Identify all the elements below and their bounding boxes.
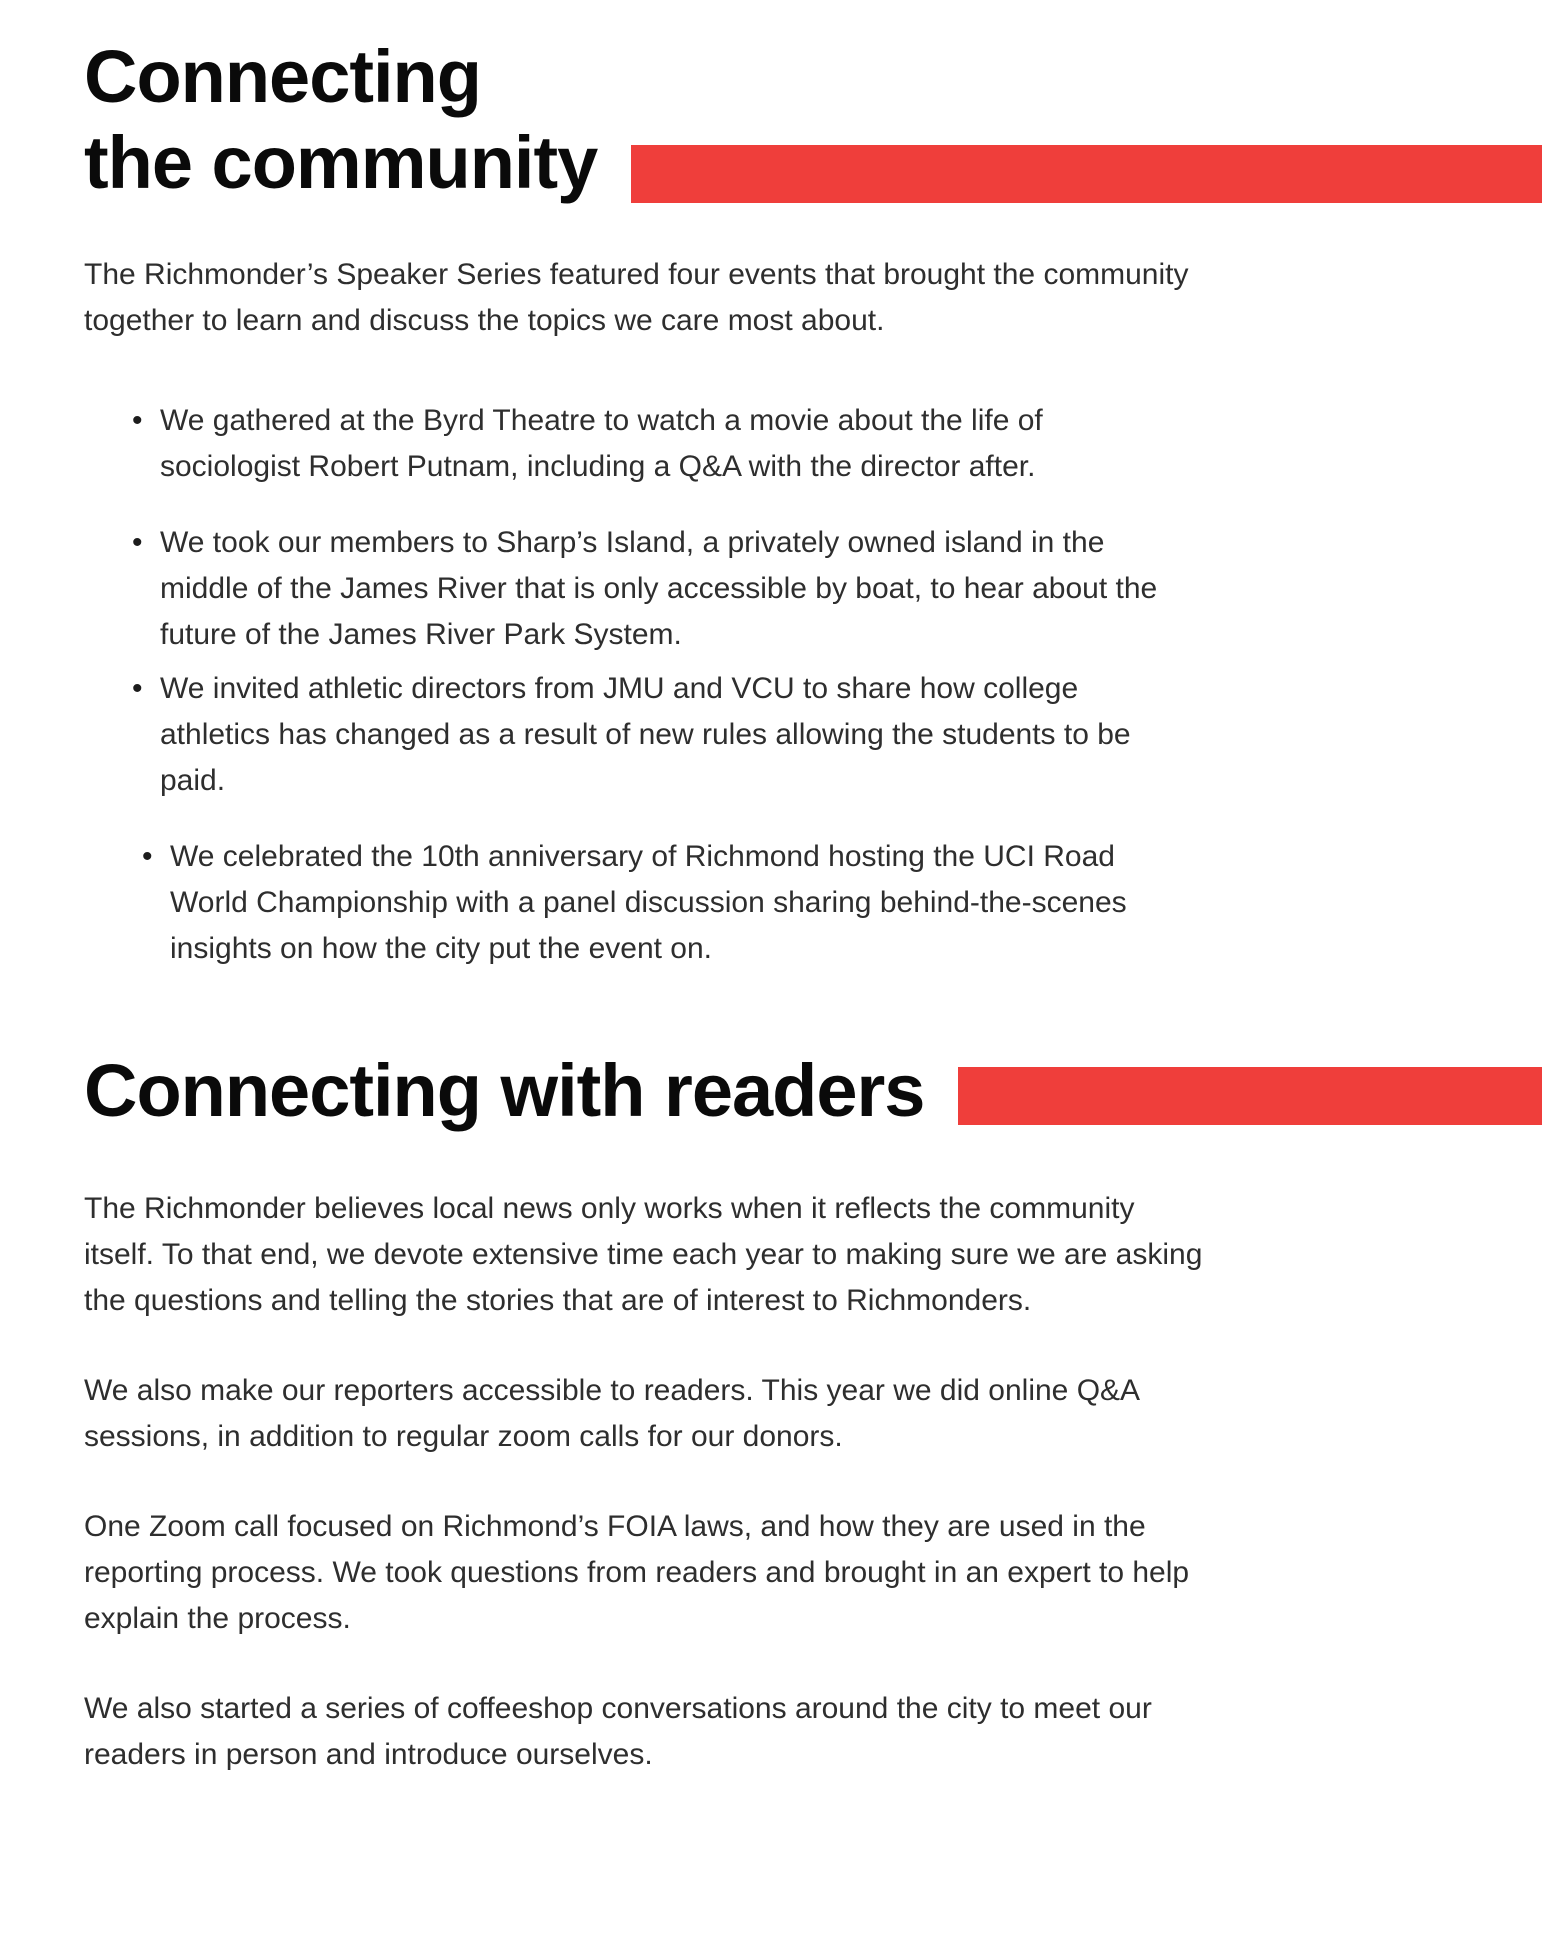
section-readers-content bbox=[0, 1186, 1542, 1778]
list-item-sharps-island: • We took our members to Sharp’s Island, a privately owned island in the middle of the James River that is only accessible by boat, to hear about the future of the James River Park System. bbox=[132, 520, 1172, 658]
readers-paragraph-2: We also make our reporters accessible to readers. This year we did online Q&A sessions, in addition to regular zoom calls for our donors. bbox=[84, 1374, 1139, 1453]
red-accent-bar bbox=[631, 145, 1542, 203]
section-heading-readers bbox=[0, 1048, 1542, 1134]
readers-paragraph-4: We also started a series of coffeeshop conversations around the city to meet our readers in person and introduce ourselves. bbox=[84, 1692, 1152, 1771]
list-item-athletic-directors: • We invited athletic directors from JMU and VCU to share how college athletics has changed as a result of new rules allowing the students to be paid. bbox=[132, 666, 1172, 804]
red-accent-bar bbox=[958, 1067, 1542, 1125]
heading-community-line-1: Connecting bbox=[84, 35, 481, 118]
readers-paragraph-1: The Richmonder believes local news only works when it reflects the community itself. To that end, we devote extensive time each year to making sure we are asking the questions and telling the stories that are of interest to Richmonders. bbox=[84, 1192, 1203, 1317]
speaker-series-list bbox=[84, 398, 1176, 972]
section-heading-community bbox=[0, 34, 1542, 206]
readers-paragraph-3: One Zoom call focused on Richmond’s FOIA laws, and how they are used in the reporting process. We took questions from readers and brought in an expert to help explain the process. bbox=[84, 1510, 1190, 1635]
intro-paragraph: The Richmonder’s Speaker Series featured four events that brought the community together to learn and discuss the topics we care most about. bbox=[84, 258, 1189, 337]
heading-readers-row bbox=[84, 1048, 1542, 1134]
heading-community-row bbox=[84, 120, 1542, 206]
list-item-uci-anniversary: • We celebrated the 10th anniversary of Richmond hosting the UCI Road World Championship with a panel discussion sharing behind-the-scenes insights on how the city put the event on. bbox=[132, 834, 1172, 972]
heading-community-line-2: the community bbox=[84, 121, 598, 204]
heading-readers-line: Connecting with readers bbox=[84, 1049, 925, 1132]
bottom-margin bbox=[0, 1778, 1542, 1858]
section-community-content bbox=[0, 252, 1542, 972]
list-item-byrd-theatre: • We gathered at the Byrd Theatre to watch a movie about the life of sociologist Robert Putnam, including a Q&A with the director after. bbox=[132, 398, 1172, 490]
